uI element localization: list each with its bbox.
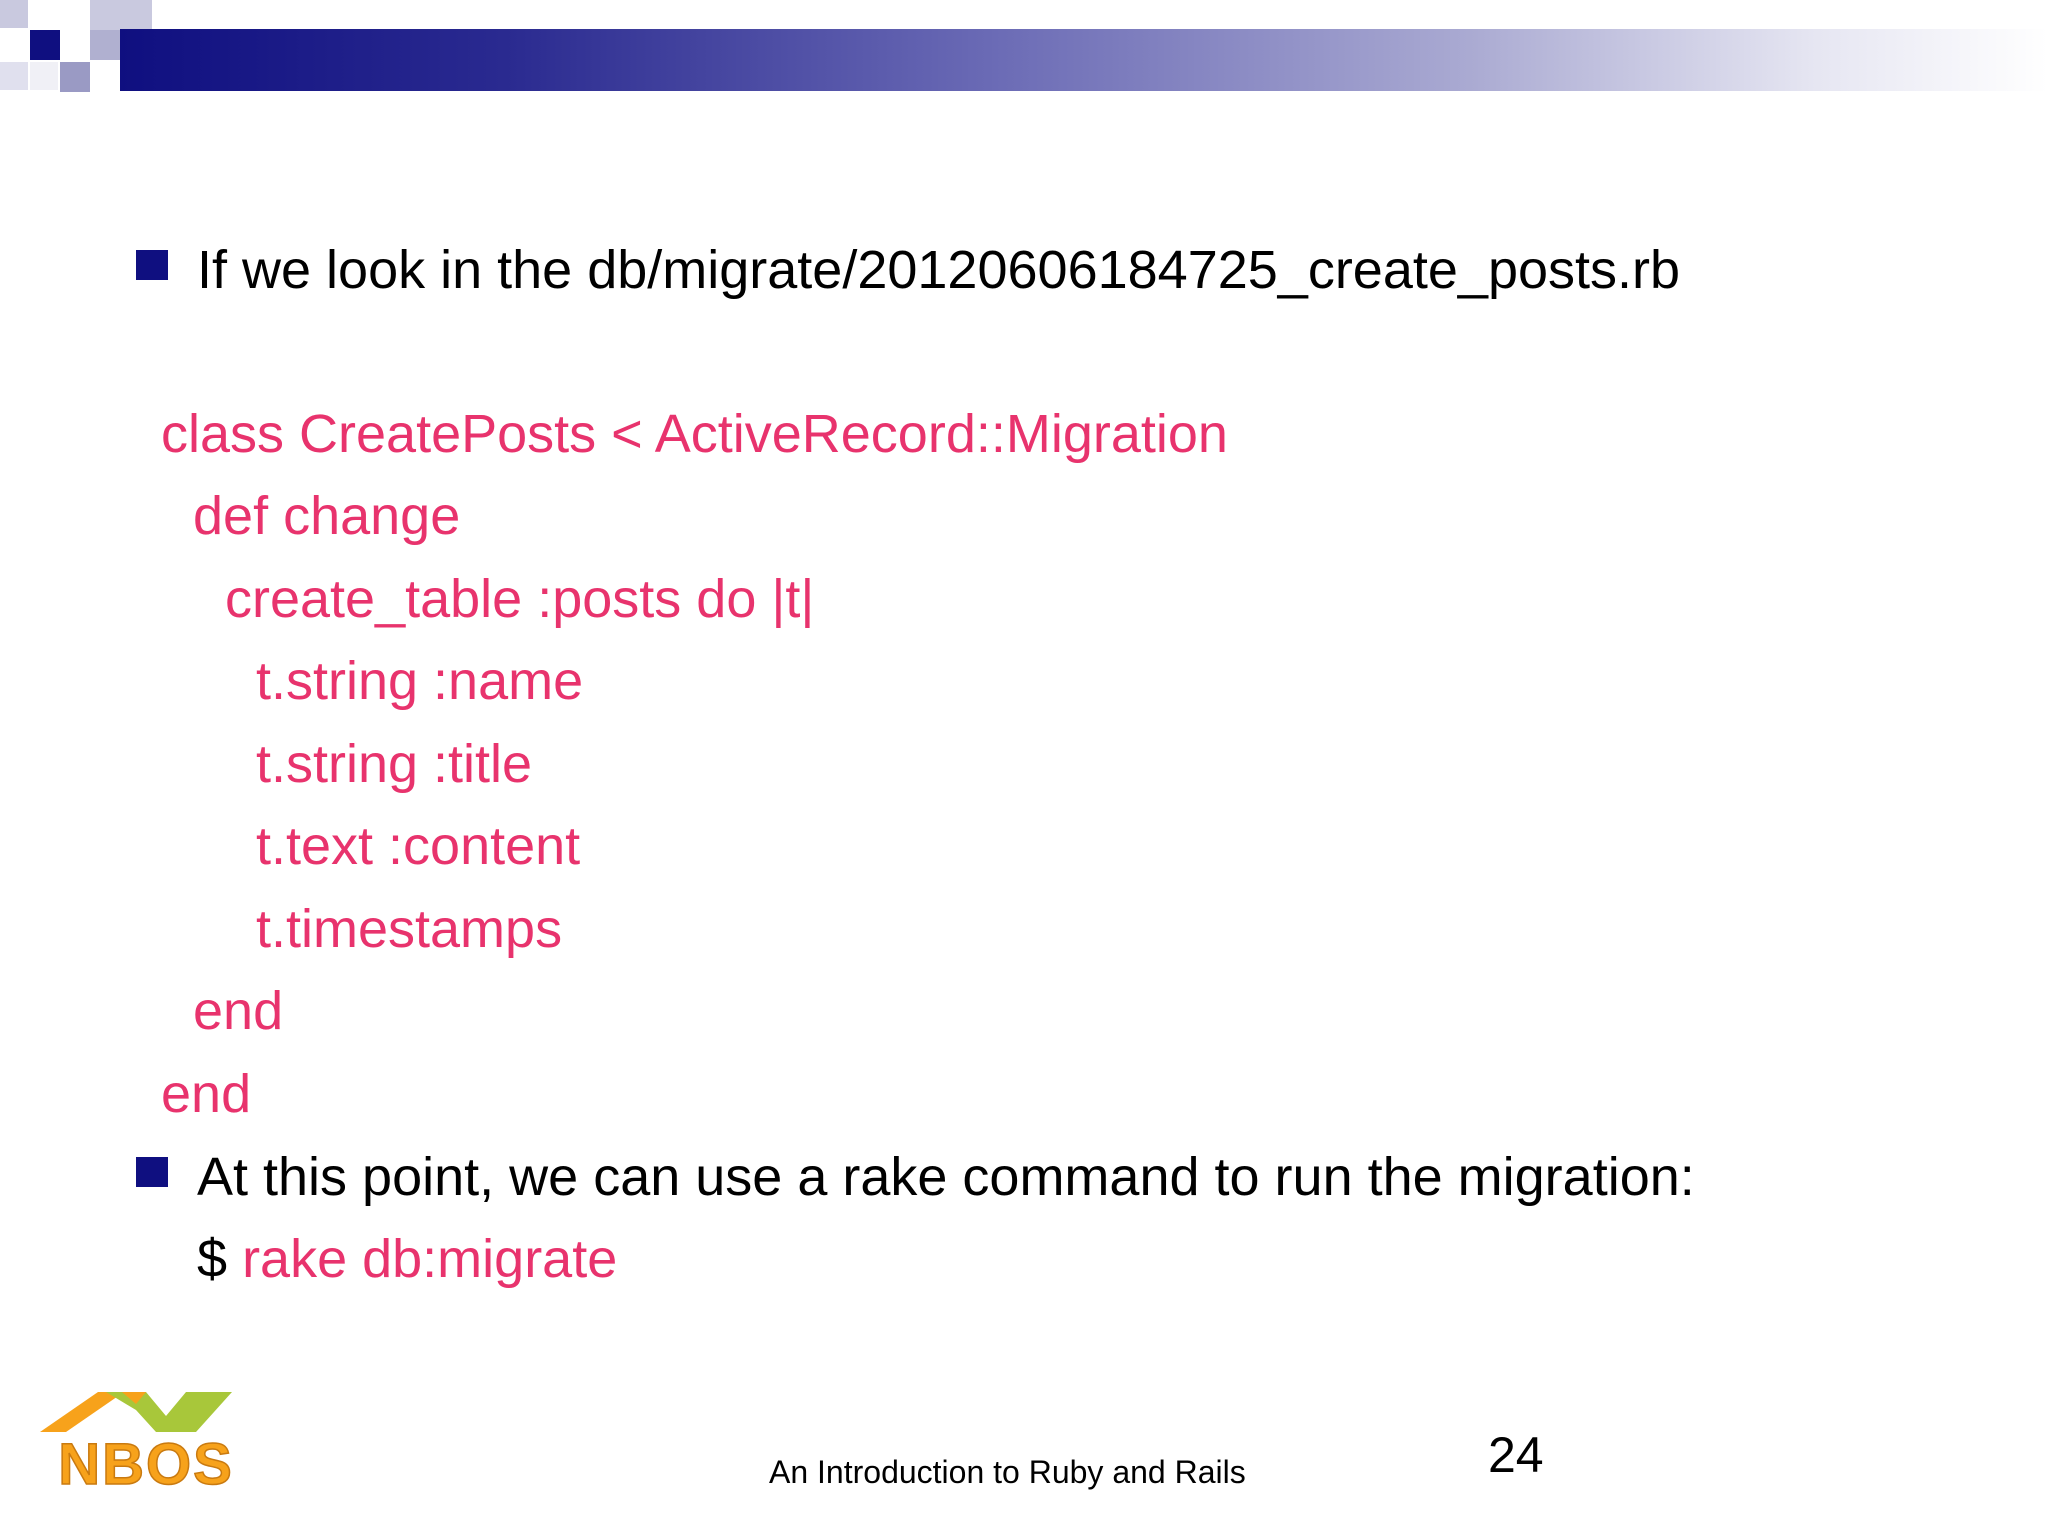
header-square: [30, 62, 58, 90]
bullet-square-icon: [136, 1157, 168, 1187]
bullet-square-icon: [136, 250, 168, 280]
nbos-logo-icon: [36, 1380, 256, 1490]
code-line: class CreatePosts < ActiveRecord::Migration: [161, 404, 1228, 464]
logo-roof-orange: [40, 1392, 124, 1432]
logo-text: NBOS: [58, 1432, 234, 1490]
page-number: 24: [1488, 1427, 1544, 1483]
code-line: t.timestamps: [256, 899, 563, 959]
command-text: rake db:migrate: [242, 1229, 618, 1289]
bullet-text-2: At this point, we can use a rake command to run the migration:: [197, 1147, 1695, 1207]
header-square: [30, 30, 60, 60]
header-gradient-bar: [120, 29, 2048, 91]
code-line: t.string :name: [256, 651, 584, 711]
bullet-text-1: If we look in the db/migrate/20120606184725_create_posts.rb: [197, 240, 1681, 300]
footer-text: An Introduction to Ruby and Rails: [769, 1454, 1246, 1490]
code-line: t.string :title: [256, 734, 533, 794]
command-line: [197, 1227, 617, 1291]
code-line: create_table :posts do |t|: [225, 569, 815, 629]
code-line: end: [193, 981, 284, 1041]
header-square: [60, 62, 90, 92]
header-square: [0, 0, 28, 28]
code-line: t.text :content: [256, 816, 581, 876]
code-line: end: [161, 1064, 252, 1124]
header-square: [90, 30, 120, 60]
logo-roof-green: [106, 1392, 232, 1432]
header-square: [0, 62, 28, 90]
command-prompt: $: [197, 1229, 228, 1289]
code-line: def change: [193, 486, 461, 546]
